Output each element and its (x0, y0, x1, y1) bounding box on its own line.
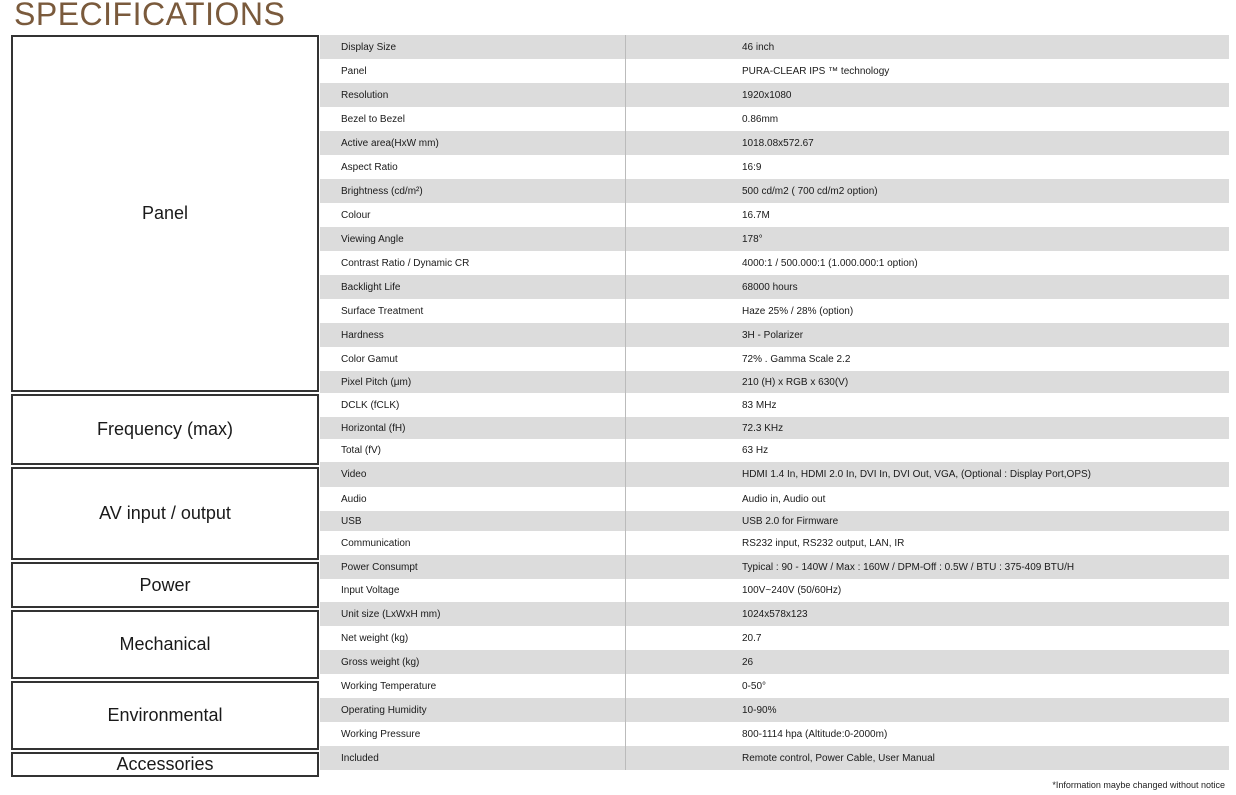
spec-label: Viewing Angle (320, 227, 626, 251)
spec-label: Video (320, 462, 626, 487)
spec-value: 83 MHz (742, 399, 777, 411)
section-mechanical: Mechanical (11, 610, 319, 679)
section-accessories: Accessories (11, 752, 319, 777)
table-row (320, 393, 1229, 417)
table-row (320, 155, 1229, 179)
spec-label: Surface Treatment (320, 299, 626, 323)
spec-table (320, 35, 1229, 770)
spec-label: Pixel Pitch (μm) (320, 371, 626, 393)
spec-value: 1024x578x123 (742, 608, 808, 620)
spec-value: 0-50° (742, 680, 767, 692)
spec-value: Remote control, Power Cable, User Manual (742, 752, 935, 764)
table-row (320, 439, 1229, 462)
spec-label: Horizontal (fH) (320, 417, 626, 439)
table-row (320, 323, 1229, 347)
spec-label: Color Gamut (320, 347, 626, 371)
table-row (320, 417, 1229, 439)
table-row (320, 531, 1229, 555)
spec-label: Hardness (320, 323, 626, 347)
spec-label: Total (fV) (320, 439, 626, 462)
table-row (320, 179, 1229, 203)
section-frequency: Frequency (max) (11, 394, 319, 465)
spec-value: 178° (742, 233, 763, 245)
spec-label: Communication (320, 531, 626, 555)
spec-value: 500 cd/m2 ( 700 cd/m2 option) (742, 185, 878, 197)
spec-label: Active area(HxW mm) (320, 131, 626, 155)
spec-value: 1018.08x572.67 (742, 137, 814, 149)
spec-value: RS232 input, RS232 output, LAN, IR (742, 537, 905, 549)
spec-value: 0.86mm (742, 113, 779, 125)
spec-label: Power Consumpt (320, 555, 626, 579)
table-row (320, 299, 1229, 323)
spec-value: 16:9 (742, 161, 762, 173)
table-row (320, 251, 1229, 275)
spec-label: Contrast Ratio / Dynamic CR (320, 251, 626, 275)
spec-value: 100V~240V (50/60Hz) (742, 585, 842, 596)
table-row (320, 203, 1229, 227)
section-column (11, 35, 319, 779)
spec-value: Audio in, Audio out (742, 493, 826, 505)
spec-label: DCLK (fCLK) (320, 393, 626, 417)
spec-value: 1920x1080 (742, 89, 792, 101)
spec-value: 3H - Polarizer (742, 329, 804, 341)
section-panel: Panel (11, 35, 319, 392)
table-row (320, 371, 1229, 393)
table-row (320, 579, 1229, 602)
section-av-input-output: AV input / output (11, 467, 319, 560)
spec-label: Panel (320, 59, 626, 83)
spec-label: Resolution (320, 83, 626, 107)
spec-label: Audio (320, 487, 626, 511)
spec-label: Working Temperature (320, 674, 626, 698)
spec-value: 46 inch (742, 41, 775, 53)
table-row (320, 462, 1229, 487)
spec-value: Haze 25% / 28% (option) (742, 305, 854, 317)
table-row (320, 650, 1229, 674)
table-row (320, 107, 1229, 131)
spec-label: Operating Humidity (320, 698, 626, 722)
spec-label: Input Voltage (320, 579, 626, 602)
spec-value: 26 (742, 656, 754, 668)
table-row (320, 626, 1229, 650)
spec-value: PURA-CLEAR IPS ™ technology (742, 65, 890, 77)
spec-value: Typical : 90 - 140W / Max : 160W / DPM-Off : 0.5W / BTU : 375-409 BTU/H (742, 561, 1075, 573)
spec-label: Bezel to Bezel (320, 107, 626, 131)
spec-value: 210 (H) x RGB x 630(V) (742, 376, 849, 388)
table-row (320, 674, 1229, 698)
table-row (320, 555, 1229, 579)
table-row (320, 347, 1229, 371)
spec-label: Display Size (320, 35, 626, 59)
table-row (320, 35, 1229, 59)
spec-label: Aspect Ratio (320, 155, 626, 179)
table-row (320, 746, 1229, 770)
table-row (320, 487, 1229, 511)
table-row (320, 722, 1229, 746)
spec-label: Gross weight (kg) (320, 650, 626, 674)
table-row (320, 227, 1229, 251)
section-power: Power (11, 562, 319, 608)
spec-value: 800-1114 hpa (Altitude:0-2000m) (742, 728, 888, 740)
spec-label: Unit size (LxWxH mm) (320, 602, 626, 626)
spec-value: 10-90% (742, 704, 777, 716)
spec-value: 16.7M (742, 209, 770, 221)
spec-label: Working Pressure (320, 722, 626, 746)
footnote: *Information maybe changed without notice (1052, 780, 1225, 790)
spec-label: USB (320, 511, 626, 531)
table-row (320, 602, 1229, 626)
spec-label: Backlight Life (320, 275, 626, 299)
spec-value: 63 Hz (742, 445, 769, 456)
spec-value: USB 2.0 for Firmware (742, 515, 839, 527)
spec-value: HDMI 1.4 In, HDMI 2.0 In, DVI In, DVI Out, VGA, (Optional : Display Port,OPS) (742, 469, 1091, 480)
table-row (320, 511, 1229, 531)
spec-label: Colour (320, 203, 626, 227)
table-row (320, 698, 1229, 722)
spec-label: Brightness (cd/m²) (320, 179, 626, 203)
page-title: SPECIFICATIONS (14, 0, 286, 32)
spec-label: Net weight (kg) (320, 626, 626, 650)
spec-value: 20.7 (742, 632, 762, 644)
table-row (320, 131, 1229, 155)
spec-value: 68000 hours (742, 281, 798, 293)
section-environmental: Environmental (11, 681, 319, 750)
spec-label: Included (320, 746, 626, 770)
spec-value: 4000:1 / 500.000:1 (1.000.000:1 option) (742, 257, 918, 269)
table-row (320, 83, 1229, 107)
table-row (320, 59, 1229, 83)
spec-value: 72.3 KHz (742, 422, 784, 434)
table-row (320, 275, 1229, 299)
spec-value: 72% . Gamma Scale 2.2 (742, 353, 851, 365)
